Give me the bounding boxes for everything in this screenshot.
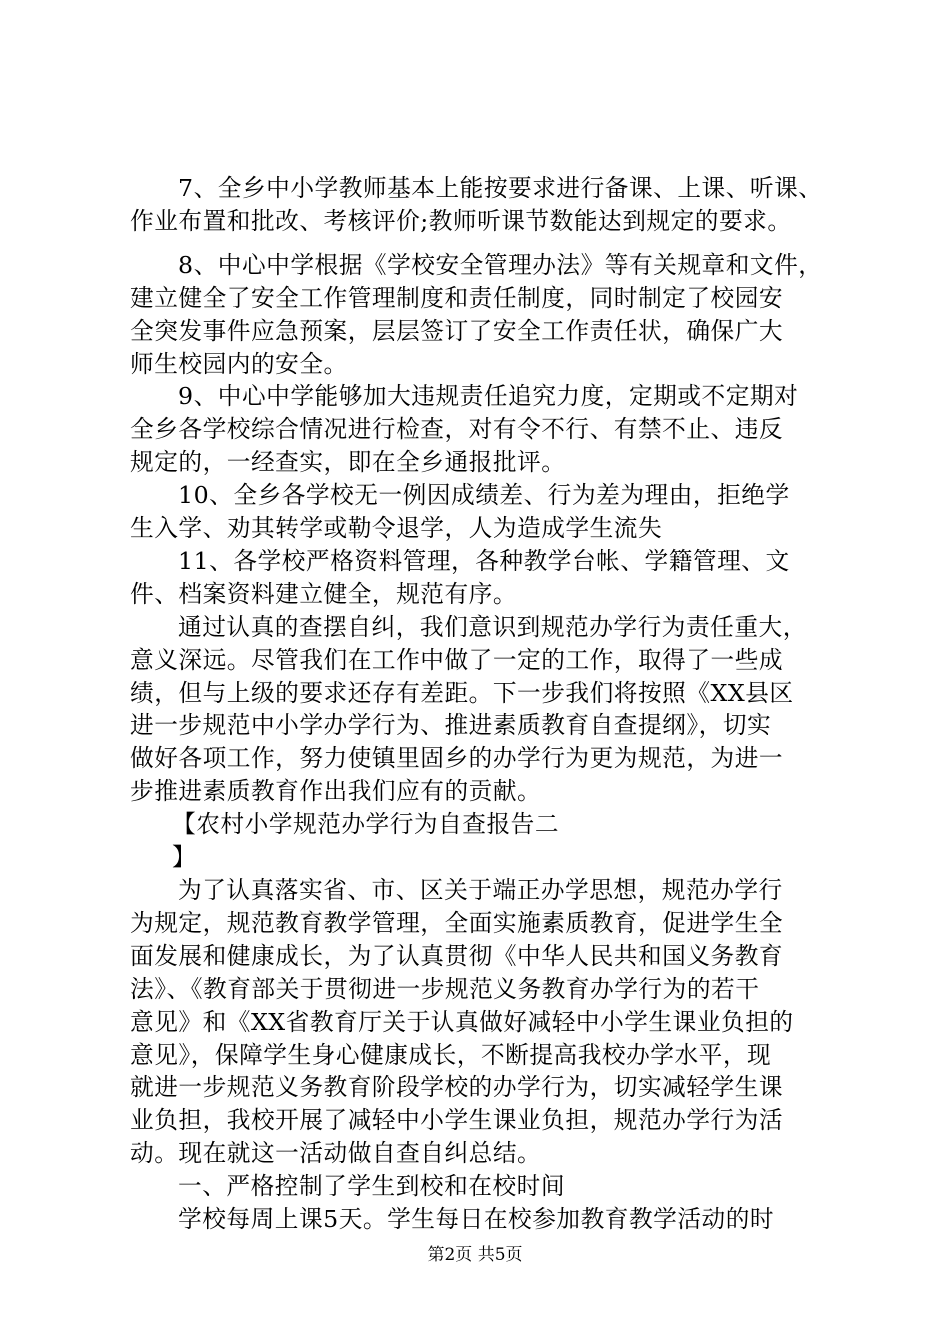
text-line: 生入学、劝其转学或勒令退学，人为造成学生流失 — [130, 514, 663, 543]
text-line: 法》、《教育部关于贯彻进一步规范义务教育办学行为的若干 — [130, 974, 760, 1003]
text-line: 作业布置和批改、考核评价;教师听课节数能达到规定的要求。 — [130, 206, 792, 235]
text-line: 件、档案资料建立健全，规范有序。 — [130, 579, 518, 608]
text-line: 为了认真落实省、市、区关于端正办学思想，规范办学行 — [178, 876, 783, 904]
text-line: 师生校园内的安全。 — [130, 349, 348, 378]
section-heading: 】 — [172, 843, 197, 872]
text-line: 绩，但与上级的要求还存有差距。下一步我们将按照《XX县区 — [130, 678, 794, 707]
text-line: 进一步规范中小学办学行为、推进素质教育自查提纲》，切实 — [130, 711, 772, 740]
text-line: 意见》和《XX省教育厅关于认真做好减轻中小学生课业负担的 — [130, 1007, 794, 1036]
text-line: 业负担，我校开展了减轻中小学生课业负担，规范办学行为活 — [130, 1106, 784, 1135]
text-line: 规定的，一经查实，即在全乡通报批评。 — [130, 448, 566, 477]
text-line: 全乡各学校综合情况进行检查，对有令不行、有禁不止、违反 — [130, 415, 784, 444]
text-line: 建立健全了安全工作管理制度和责任制度，同时制定了校园安 — [130, 283, 784, 312]
text-line: 通过认真的查摆自纠，我们意识到规范办学行为责任重大， — [178, 612, 807, 641]
text-line: 8、中心中学根据《学校安全管理办法》等有关规章和文件， — [178, 250, 823, 279]
text-line: 步推进素质教育作出我们应有的贡献。 — [130, 777, 542, 806]
text-line: 动。现在就这一活动做自查自纠总结。 — [130, 1139, 542, 1168]
text-line: 7、全乡中小学教师基本上能按要求进行备课、上课、听课、 — [178, 174, 823, 202]
text-line: 学校每周上课5天。学生每日在校参加教育教学活动的时 — [178, 1205, 775, 1234]
text-line: 9、中心中学能够加大违规责任追究力度，定期或不定期对 — [178, 382, 799, 411]
text-line: 一、严格控制了学生到校和在校时间 — [178, 1172, 566, 1201]
text-line: 为规定，规范教育教学管理，全面实施素质教育，促进学生全 — [130, 908, 784, 937]
text-line: 全突发事件应急预案，层层签订了安全工作责任状，确保广大 — [130, 316, 784, 345]
page-footer — [0, 1244, 950, 1266]
text-line: 11、各学校严格资料管理，各种教学台帐、学籍管理、文 — [178, 546, 790, 575]
text-line: 10、全乡各学校无一例因成绩差、行为差为理由，拒绝学 — [178, 481, 790, 510]
text-line: 意义深远。尽管我们在工作中做了一定的工作，取得了一些成 — [130, 645, 784, 674]
text-line: 面发展和健康成长，为了认真贯彻《中华人民共和国义务教育 — [130, 941, 784, 970]
section-heading: 【农村小学规范办学行为自查报告二 — [172, 810, 560, 839]
page-number: 第2页 共5页 — [427, 1245, 523, 1265]
text-line: 就进一步规范义务教育阶段学校的办学行为，切实减轻学生课 — [130, 1073, 784, 1102]
text-line: 意见》，保障学生身心健康成长，不断提高我校办学水平，现 — [130, 1040, 772, 1069]
text-line: 做好各项工作，努力使镇里固乡的办学行为更为规范，为进一 — [130, 744, 784, 773]
